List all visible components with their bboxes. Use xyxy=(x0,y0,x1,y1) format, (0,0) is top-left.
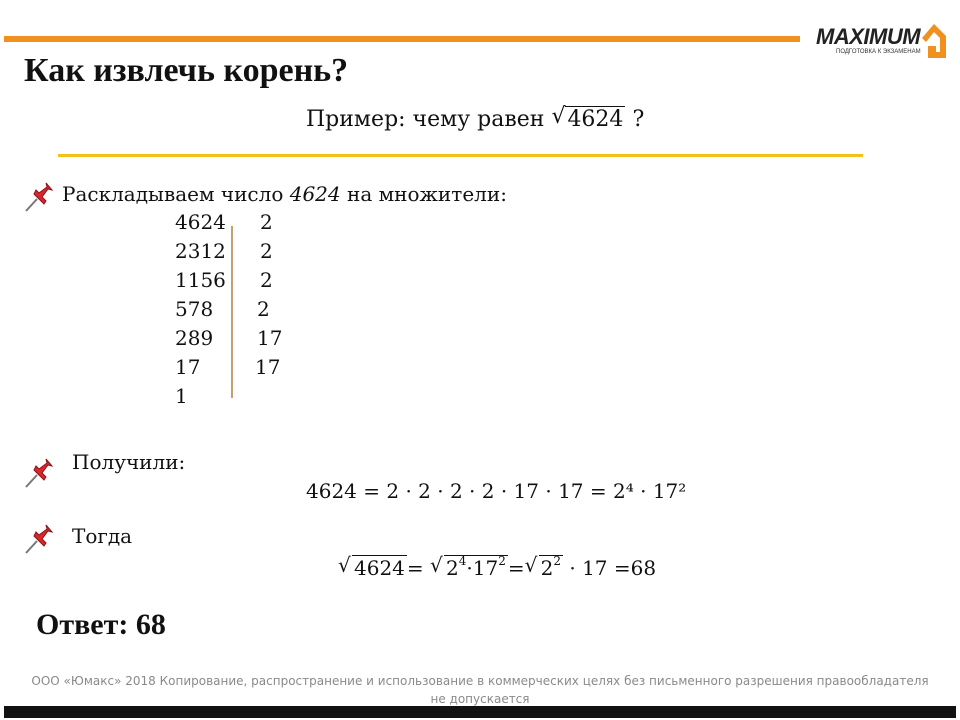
radicand-product xyxy=(444,555,508,580)
step3-label: Тогда xyxy=(72,524,133,548)
step1-number: 4624 xyxy=(289,182,341,206)
logo-word: MAXIMUM xyxy=(816,24,921,49)
base-17: 17 xyxy=(472,556,499,580)
step1-text xyxy=(62,182,507,206)
step2-equation: 4624 = 2 · 2 · 2 · 2 · 17 · 17 = 2⁴ · 17² xyxy=(306,479,687,503)
factor-right: 2 xyxy=(260,210,273,234)
example-sqrt: √ 4624 xyxy=(551,104,624,132)
step1-after: на множители: xyxy=(340,182,507,206)
step1-before: Раскладываем число xyxy=(62,182,290,206)
step3-equation xyxy=(338,555,656,580)
yellow-divider xyxy=(58,154,863,157)
equals-2: = xyxy=(507,556,525,580)
maximum-logo xyxy=(816,22,946,62)
bottom-black-bar xyxy=(4,706,956,718)
factor-left: 2312 xyxy=(175,239,226,263)
base-2: 2 xyxy=(446,556,459,580)
factor-left: 1 xyxy=(175,384,188,408)
pushpin-icon xyxy=(22,522,56,556)
exp-2: 2 xyxy=(498,554,506,568)
factor-right: 17 xyxy=(255,355,281,379)
logo-tagline: ПОДГОТОВКА К ЭКЗАМЕНАМ xyxy=(836,49,921,55)
footer-line-2: не допускается xyxy=(430,692,530,706)
factor-left: 578 xyxy=(175,297,214,321)
exp-4: 4 xyxy=(458,554,467,568)
example-radicand: 4624 xyxy=(567,107,624,132)
factor-left: 4624 xyxy=(175,210,226,234)
times-17: · 17 xyxy=(563,556,608,580)
dot: · xyxy=(466,556,473,580)
factor-left: 17 xyxy=(175,355,201,379)
radicand-2-squared xyxy=(539,555,563,580)
result-68: =68 xyxy=(607,556,657,580)
factorization-divider xyxy=(231,226,233,398)
equals-1: = xyxy=(406,556,424,580)
sqrt-2-squared: √ $2^2$ xyxy=(524,553,561,580)
base-2b: 2 xyxy=(540,556,554,580)
answer: Ответ: 68 xyxy=(36,608,166,641)
factor-right: 2 xyxy=(260,239,273,263)
page-title: Как извлечь корень? xyxy=(24,52,349,89)
radicand-4624: 4624 xyxy=(354,556,405,580)
sqrt-product: √ $2^4\cdot 17^2$ xyxy=(430,553,506,580)
factor-right: 2 xyxy=(260,268,273,292)
logo-house-icon xyxy=(920,22,948,60)
step2-label: Получили: xyxy=(72,450,186,474)
example-line xyxy=(306,106,644,132)
sqrt-4624: √ 4624 xyxy=(338,553,405,580)
top-orange-bar xyxy=(4,36,800,42)
pushpin-icon xyxy=(22,456,56,490)
example-prefix: Пример: чему равен xyxy=(306,107,545,132)
factor-right: 17 xyxy=(257,326,283,350)
factor-left: 289 xyxy=(175,326,214,350)
factor-right: 2 xyxy=(257,297,270,321)
footer-copyright xyxy=(0,672,960,708)
factor-left: 1156 xyxy=(175,268,226,292)
exp-2b: 2 xyxy=(553,554,561,568)
example-suffix: ? xyxy=(632,107,645,132)
pushpin-icon xyxy=(22,180,56,214)
footer-line-1: ООО «Юмакс» 2018 Копирование, распространение и использование в коммерческих целях без письменного разрешения правообладателя xyxy=(31,674,929,688)
